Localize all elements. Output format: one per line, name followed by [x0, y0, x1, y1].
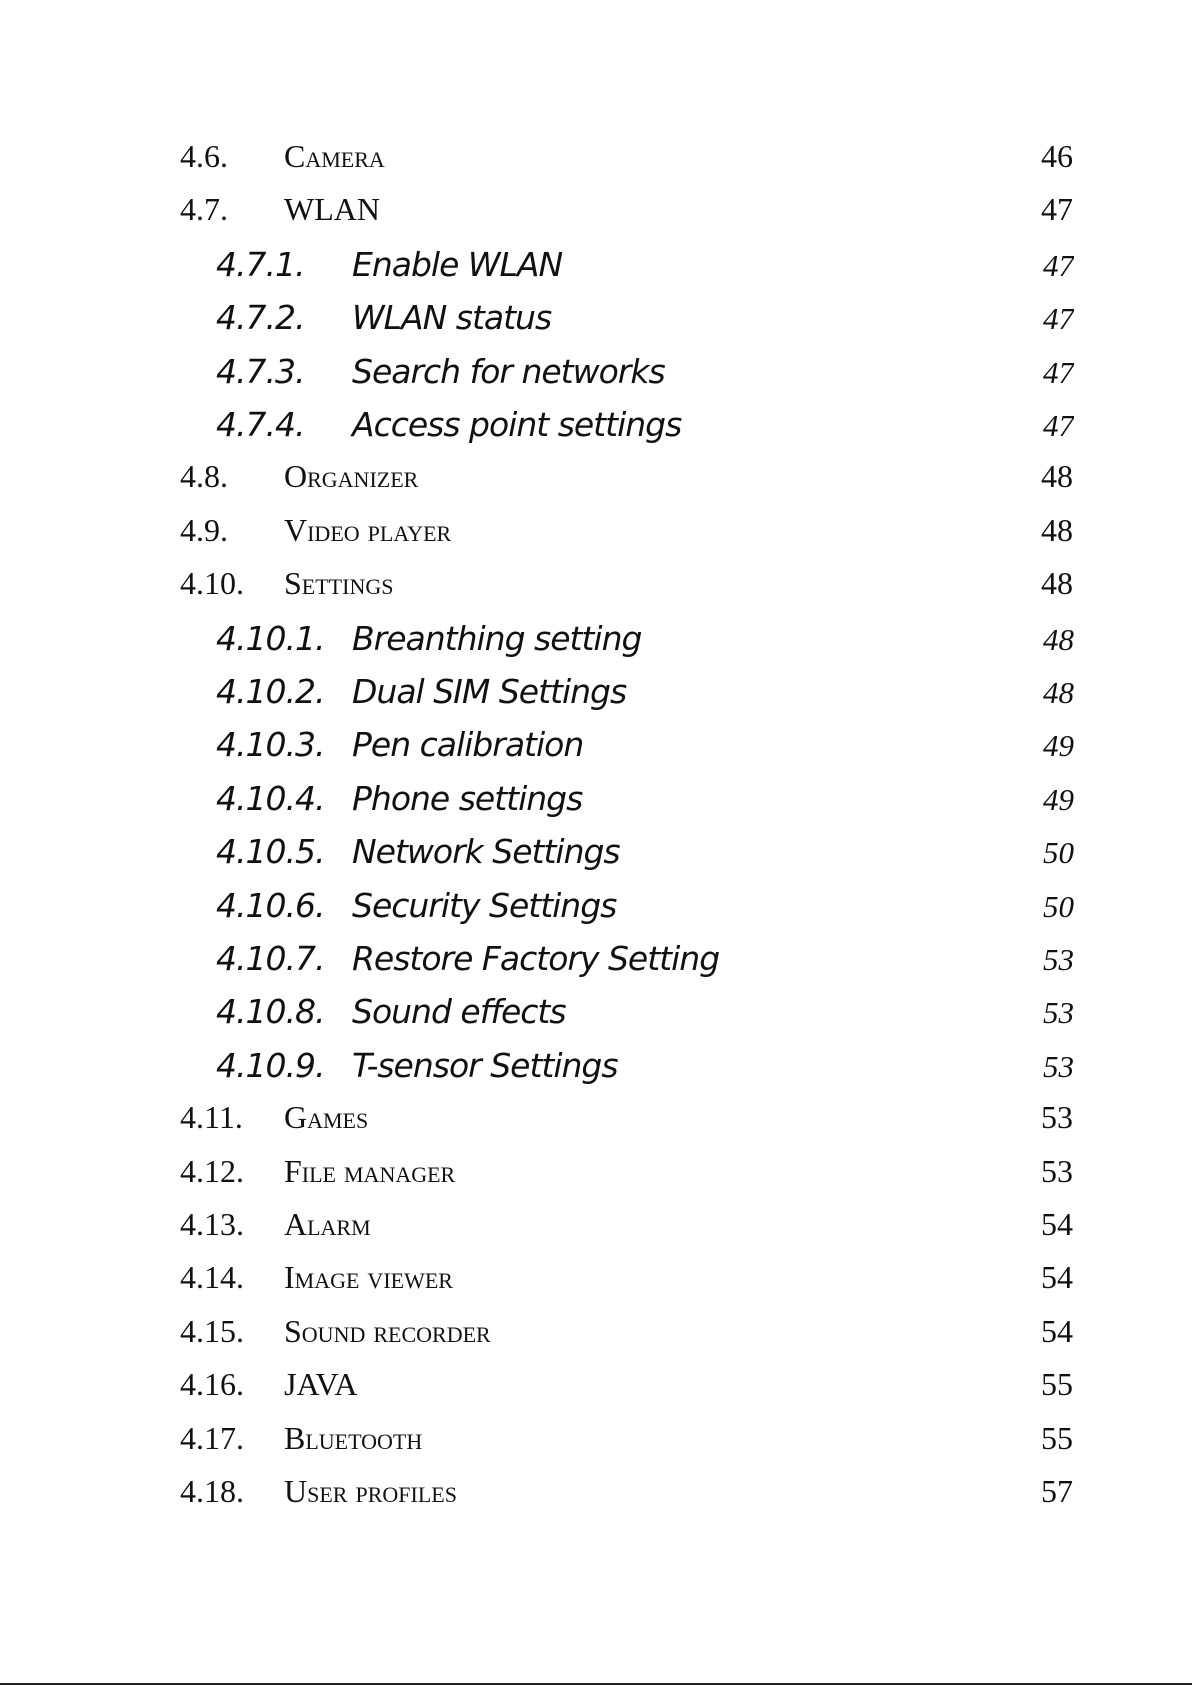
toc-entry-number: 4.11.	[180, 1099, 243, 1135]
toc-entry-number: 4.16.	[180, 1366, 244, 1402]
toc-entry-title: Organizer	[284, 458, 419, 494]
toc-entry-title: Enable WLAN	[352, 245, 563, 284]
toc-entry-page: 48	[1041, 565, 1073, 601]
toc-entry-title: User profiles	[284, 1473, 457, 1509]
toc-entry-page: 47	[1043, 248, 1074, 283]
toc-entry-number: 4.15.	[180, 1313, 244, 1349]
toc-entry-title: File manager	[284, 1153, 456, 1189]
toc-entry[interactable]	[180, 1259, 1073, 1307]
toc-entry-page: 47	[1043, 355, 1074, 390]
toc-entry[interactable]	[180, 565, 1073, 613]
toc-entry-number: 4.10.4.	[216, 779, 325, 818]
toc-entry-number: 4.10.7.	[216, 939, 325, 978]
toc-entry-title: Restore Factory Setting	[352, 939, 720, 978]
toc-entry-page: 50	[1043, 835, 1074, 870]
toc-entry-number: 4.10.9.	[216, 1046, 325, 1085]
toc-entry-title: WLAN status	[352, 298, 552, 337]
toc-entry-title: Bluetooth	[284, 1420, 423, 1456]
toc-entry-number: 4.6.	[180, 138, 228, 174]
toc-entry-number: 4.12.	[180, 1153, 244, 1189]
toc-entry-number: 4.10.3.	[216, 725, 325, 764]
toc-entry[interactable]	[216, 352, 1074, 400]
toc-entry[interactable]	[180, 1153, 1073, 1201]
toc-entry-page: 53	[1041, 1153, 1073, 1189]
toc-entry-title: Search for networks	[352, 352, 665, 391]
toc-entry-page: 48	[1041, 458, 1073, 494]
toc-entry[interactable]	[180, 1420, 1073, 1468]
toc-entry[interactable]	[180, 1206, 1073, 1254]
toc-entry-number: 4.9.	[180, 512, 228, 548]
toc-entry[interactable]	[180, 1099, 1073, 1147]
toc-entry-number: 4.17.	[180, 1420, 244, 1456]
toc-entry-title: Sound effects	[352, 992, 566, 1031]
toc-entry-title: Network Settings	[352, 832, 620, 871]
toc-entry-number: 4.18.	[180, 1473, 244, 1509]
toc-entry-number: 4.7.4.	[216, 405, 305, 444]
toc-entry[interactable]	[216, 886, 1074, 934]
toc-entry-page: 54	[1041, 1206, 1073, 1242]
toc-entry[interactable]	[216, 939, 1074, 987]
toc-entry-title: Breanthing setting	[352, 619, 642, 658]
toc-entry-page: 54	[1041, 1259, 1073, 1295]
toc-entry[interactable]	[180, 512, 1073, 560]
toc-entry-page: 47	[1041, 191, 1073, 227]
toc-entry-title: Access point settings	[352, 405, 682, 444]
toc-entry-number: 4.10.2.	[216, 672, 325, 711]
toc-entry-page: 48	[1043, 675, 1074, 710]
toc-entry-number: 4.10.8.	[216, 992, 325, 1031]
toc-entry-title: JAVA	[284, 1366, 358, 1402]
toc-entry[interactable]	[180, 1366, 1073, 1414]
toc-entry-number: 4.10.	[180, 565, 244, 601]
toc-entry-title: Games	[284, 1099, 369, 1135]
toc-entry[interactable]	[216, 725, 1074, 773]
toc-entry-title: Security Settings	[352, 886, 617, 925]
toc-entry-number: 4.7.2.	[216, 298, 305, 337]
toc-entry-page: 57	[1041, 1473, 1073, 1509]
toc-entry[interactable]	[180, 1313, 1073, 1361]
toc-entry-page: 53	[1043, 995, 1074, 1030]
toc-entry-title: Video player	[284, 512, 452, 548]
toc-entry-page: 48	[1041, 512, 1073, 548]
toc-entry-title: Phone settings	[352, 779, 583, 818]
toc-entry-number: 4.10.5.	[216, 832, 325, 871]
toc-entry[interactable]	[216, 619, 1074, 667]
toc-entry-page: 48	[1043, 622, 1074, 657]
toc-entry-page: 53	[1043, 1049, 1074, 1084]
toc-entry-page: 55	[1041, 1420, 1073, 1456]
toc-entry-title: Image viewer	[284, 1259, 453, 1295]
toc-entry[interactable]	[180, 458, 1073, 506]
toc-entry-page: 49	[1043, 728, 1074, 763]
toc-entry-title: Dual SIM Settings	[352, 672, 627, 711]
toc-entry[interactable]	[216, 298, 1074, 346]
toc-entry-page: 54	[1041, 1313, 1073, 1349]
toc-entry[interactable]	[216, 245, 1074, 293]
toc-entry-number: 4.8.	[180, 458, 228, 494]
toc-entry-number: 4.7.1.	[216, 245, 305, 284]
toc-entry-number: 4.10.6.	[216, 886, 325, 925]
toc-entry-page: 46	[1041, 138, 1073, 174]
toc-entry-title: Alarm	[284, 1206, 371, 1242]
toc-entry[interactable]	[216, 832, 1074, 880]
toc-entry[interactable]	[216, 405, 1074, 453]
toc-entry-number: 4.7.3.	[216, 352, 305, 391]
toc-entry-title: Camera	[284, 138, 385, 174]
toc-entry-page: 47	[1043, 408, 1074, 443]
toc-entry[interactable]	[180, 138, 1073, 186]
toc-entry-title: Settings	[284, 565, 394, 601]
toc-entry-page: 53	[1043, 942, 1074, 977]
toc-entry-title: Sound recorder	[284, 1313, 491, 1349]
toc-entry-page: 55	[1041, 1366, 1073, 1402]
toc-entry-title: T-sensor Settings	[352, 1046, 618, 1085]
toc-entry[interactable]	[180, 191, 1073, 239]
toc-entry-page: 50	[1043, 889, 1074, 924]
toc-entry-number: 4.7.	[180, 191, 228, 227]
toc-entry-page: 47	[1043, 301, 1074, 336]
toc-entry-page: 49	[1043, 782, 1074, 817]
toc-entry[interactable]	[216, 672, 1074, 720]
toc-entry-page: 53	[1041, 1099, 1073, 1135]
toc-entry-title: Pen calibration	[352, 725, 584, 764]
toc-entry[interactable]	[216, 992, 1074, 1040]
toc-entry[interactable]	[216, 779, 1074, 827]
toc-entry[interactable]	[180, 1473, 1073, 1521]
toc-entry-number: 4.10.1.	[216, 619, 325, 658]
toc-entry-title: WLAN	[284, 191, 380, 227]
toc-entry-number: 4.13.	[180, 1206, 244, 1242]
toc-entry[interactable]	[216, 1046, 1074, 1094]
toc-entry-number: 4.14.	[180, 1259, 244, 1295]
